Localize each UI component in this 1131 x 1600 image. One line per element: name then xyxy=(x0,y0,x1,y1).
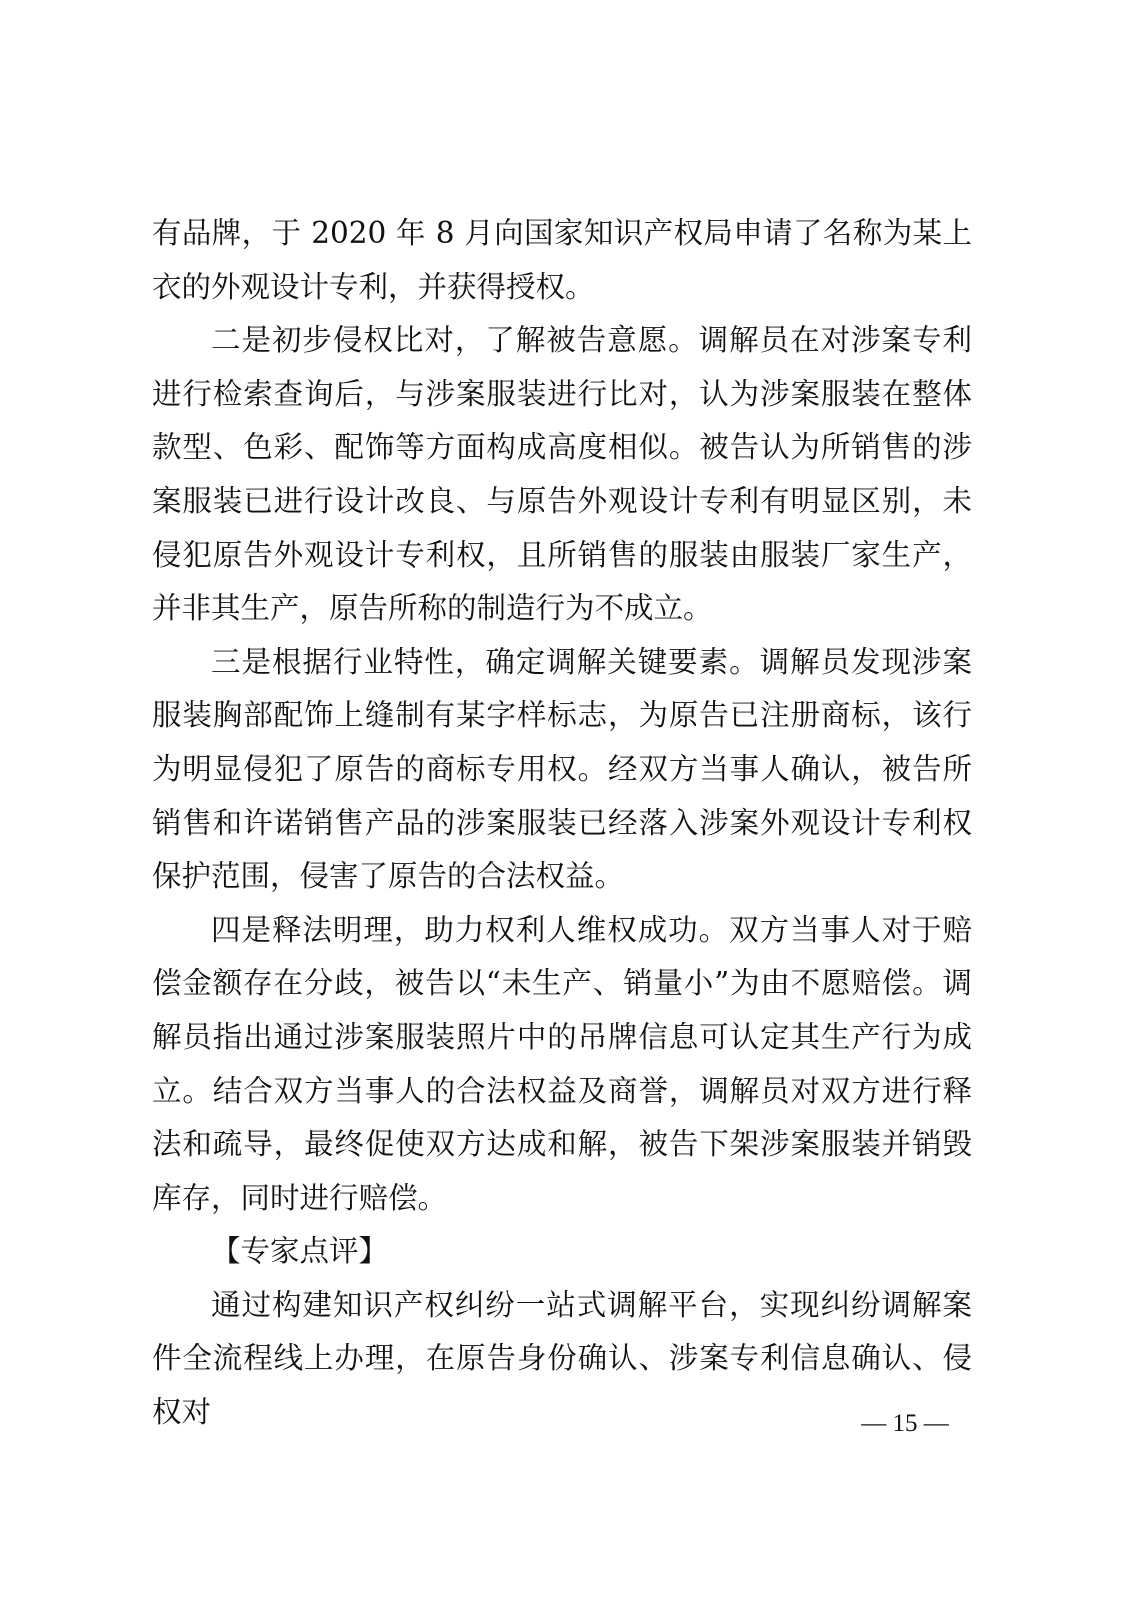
paragraph-3: 三是根据行业特性，确定调解关键要素。调解员发现涉案服装胸部配饰上缝制有某字样标志，为原告已注册商标，该行为明显侵犯了原告的商标专用权。经双方当事人确认，被告所销售和许诺销售产品的涉案服装已经落入涉案外观设计专利权保护范围，侵害了原告的合法权益。 xyxy=(152,644,972,894)
body-text xyxy=(152,207,972,1440)
section-heading-expert-review: 【专家点评】 xyxy=(211,1234,389,1269)
paragraph-4: 四是释法明理，助力权利人维权成功。双方当事人对于赔偿金额存在分歧，被告以“未生产、销量小”为由不愿赔偿。调解员指出通过涉案服装照片中的吊牌信息可认定其生产行为成立。结合双方当事人的合法权益及商誉，调解员对双方进行释法和疏导，最终促使双方达成和解，被告下架涉案服装并销毁库存，同时进行赔偿。 xyxy=(152,912,972,1215)
paragraph-1: 有品牌，于 2020 年 8 月向国家知识产权局申请了名称为某上衣的外观设计专利，并获得授权。 xyxy=(152,216,972,304)
paragraph-5: 通过构建知识产权纠纷一站式调解平台，实现纠纷调解案件全流程线上办理，在原告身份确认、涉案专利信息确认、侵权对 xyxy=(152,1287,972,1430)
paragraph-2: 二是初步侵权比对，了解被告意愿。调解员在对涉案专利进行检索查询后，与涉案服装进行比对，认为涉案服装在整体款型、色彩、配饰等方面构成高度相似。被告认为所销售的涉案服装已进行设计改良、与原告外观设计专利有明显区别，未侵犯原告外观设计专利权，且所销售的服装由服装厂家生产，并非其生产，原告所称的制造行为不成立。 xyxy=(152,323,972,626)
page-number: — 15 — xyxy=(861,1410,949,1437)
